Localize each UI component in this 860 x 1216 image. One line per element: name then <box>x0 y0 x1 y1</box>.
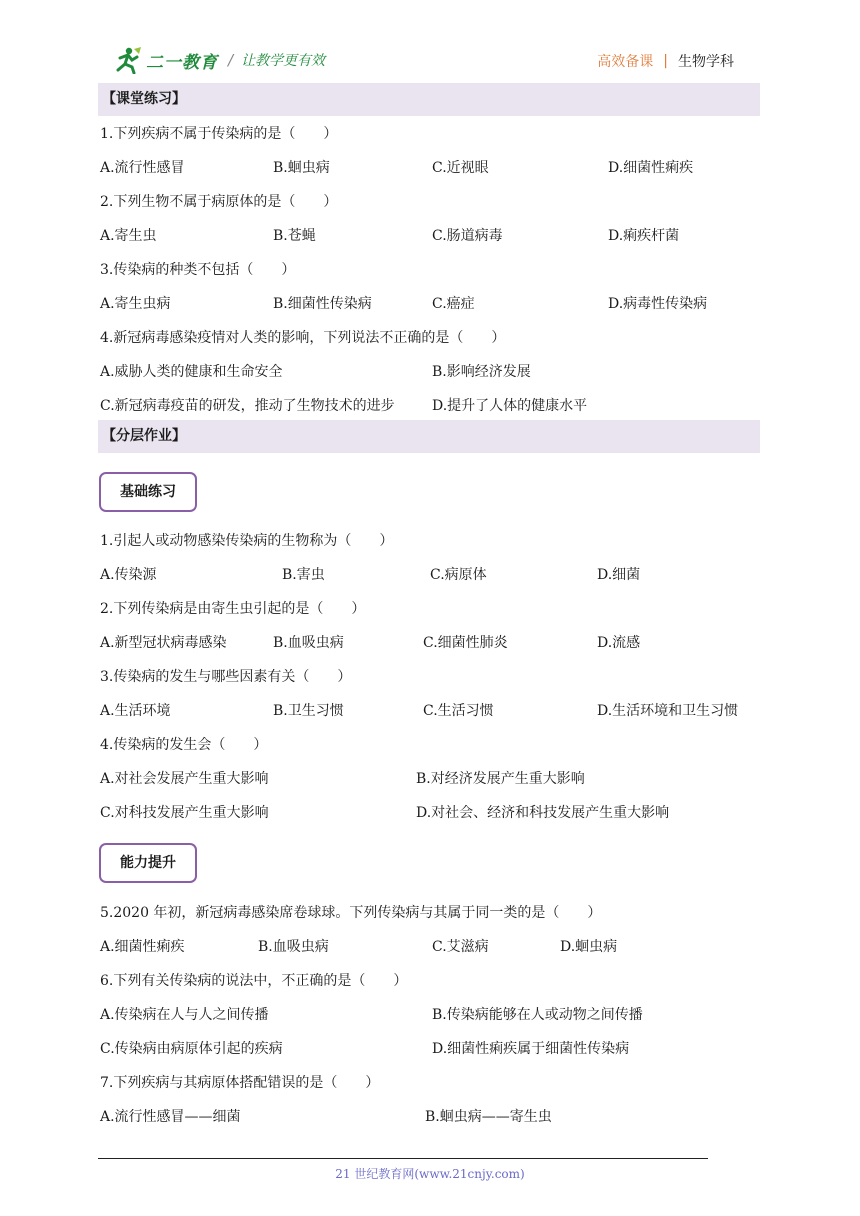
option-d: D.细菌性痢疾属于细菌性传染病 <box>432 1041 630 1057</box>
option-b: B.蛔虫病——寄生虫 <box>425 1109 552 1125</box>
runner-logo-icon <box>112 46 142 74</box>
question-stem: 1.引起人或动物感染传染病的生物称为（ ） <box>100 533 394 549</box>
subject-label: 生物学科 <box>678 54 734 70</box>
option-d: D.对社会、经济和科技发展产生重大影响 <box>416 805 670 821</box>
question-stem: 4.传染病的发生会（ ） <box>100 737 268 753</box>
option-b: B.传染病能够在人或动物之间传播 <box>432 1007 643 1023</box>
option-d: D.细菌 <box>597 567 641 583</box>
option-d: D.病毒性传染病 <box>608 296 708 312</box>
option-d: D.生活环境和卫生习惯 <box>597 703 739 719</box>
section-classroom-bar: 【课堂练习】 <box>98 83 760 116</box>
option-c: C.细菌性肺炎 <box>423 635 508 651</box>
option-a: A.传染源 <box>100 567 157 583</box>
option-c: C.生活习惯 <box>423 703 494 719</box>
option-a: A.新型冠状病毒感染 <box>100 635 227 651</box>
option-d: D.细菌性痢疾 <box>608 160 694 176</box>
question-stem: 3.传染病的种类不包括（ ） <box>100 262 296 278</box>
question-stem: 7.下列疾病与其病原体搭配错误的是（ ） <box>100 1075 380 1091</box>
option-b: B.血吸虫病 <box>273 635 344 651</box>
page-header <box>100 42 760 78</box>
question-stem: 1.下列疾病不属于传染病的是（ ） <box>100 126 338 142</box>
option-c: C.艾滋病 <box>432 939 489 955</box>
footer-rule <box>98 1158 708 1159</box>
question-stem: 2.下列传染病是由寄生虫引起的是（ ） <box>100 601 366 617</box>
advanced-practice-tag: 能力提升 <box>99 843 197 883</box>
option-a: A.寄生虫 <box>100 228 157 244</box>
option-d: D.蛔虫病 <box>560 939 618 955</box>
option-c: C.新冠病毒疫苗的研发，推动了生物技术的进步 <box>100 398 395 414</box>
option-b: B.影响经济发展 <box>432 364 531 380</box>
option-c: C.病原体 <box>430 567 487 583</box>
option-a: A.传染病在人与人之间传播 <box>100 1007 269 1023</box>
option-b: B.对经济发展产生重大影响 <box>416 771 585 787</box>
option-a: A.寄生虫病 <box>100 296 171 312</box>
question-stem: 3.传染病的发生与哪些因素有关（ ） <box>100 669 352 685</box>
option-c: C.近视眼 <box>432 160 489 176</box>
option-b: B.蛔虫病 <box>273 160 330 176</box>
option-b: B.血吸虫病 <box>258 939 329 955</box>
option-b: B.苍蝇 <box>273 228 316 244</box>
option-a: A.流行性感冒——细菌 <box>100 1109 241 1125</box>
logo-slash: / <box>228 51 234 69</box>
basic-practice-tag: 基础练习 <box>99 472 197 512</box>
option-b: B.细菌性传染病 <box>273 296 372 312</box>
question-stem: 6.下列有关传染病的说法中，不正确的是（ ） <box>100 973 408 989</box>
header-separator: | <box>663 53 668 69</box>
option-a: A.流行性感冒 <box>100 160 185 176</box>
course-label: 高效备课 <box>597 54 654 70</box>
option-a: A.威胁人类的健康和生命安全 <box>100 364 283 380</box>
option-c: C.传染病由病原体引起的疾病 <box>100 1041 283 1057</box>
logo-text: 二一教育 <box>146 52 218 73</box>
option-d: D.提升了人体的健康水平 <box>432 398 588 414</box>
question-stem: 2.下列生物不属于病原体的是（ ） <box>100 194 338 210</box>
option-b: B.害虫 <box>282 567 325 583</box>
logo-slogan: 让教学更有效 <box>241 53 326 69</box>
header-right <box>597 51 734 71</box>
section-layered-bar: 【分层作业】 <box>98 420 760 453</box>
option-b: B.卫生习惯 <box>273 703 344 719</box>
question-stem: 4.新冠病毒感染疫情对人类的影响，下列说法不正确的是（ ） <box>100 330 506 346</box>
option-c: C.肠道病毒 <box>432 228 503 244</box>
option-c: C.癌症 <box>432 296 475 312</box>
option-d: D.痢疾杆菌 <box>608 228 680 244</box>
option-d: D.流感 <box>597 635 641 651</box>
option-c: C.对科技发展产生重大影响 <box>100 805 269 821</box>
option-a: A.生活环境 <box>100 703 171 719</box>
option-a: A.对社会发展产生重大影响 <box>100 771 269 787</box>
brand-logo <box>112 46 325 74</box>
footer-link[interactable]: 21 世纪教育网(www.21cnjy.com) <box>335 1167 525 1181</box>
option-a: A.细菌性痢疾 <box>100 939 185 955</box>
question-stem: 5.2020 年初，新冠病毒感染席卷球球。下列传染病与其属于同一类的是（ ） <box>100 905 602 921</box>
